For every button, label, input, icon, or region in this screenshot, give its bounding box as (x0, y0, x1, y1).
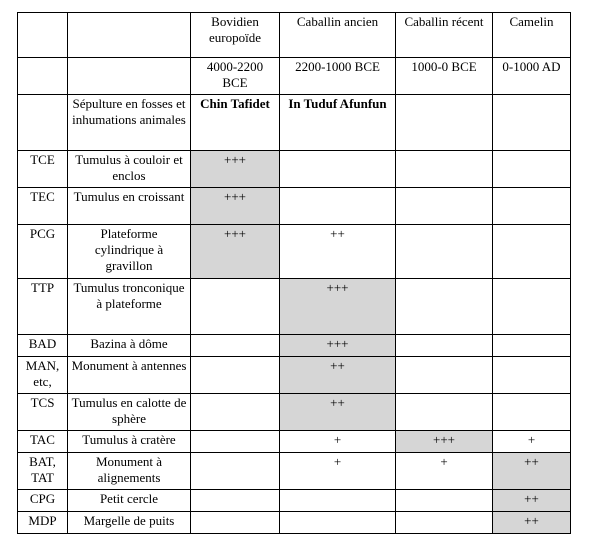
presence-cell (191, 151, 280, 188)
monument-row (18, 431, 571, 453)
presence-cell (280, 279, 396, 335)
presence-mark: ++ (524, 491, 539, 506)
empty-header-cell (68, 58, 191, 95)
presence-cell (493, 335, 571, 357)
presence-mark: +++ (224, 152, 246, 167)
empty-header-cell (68, 13, 191, 58)
presence-cell (396, 394, 493, 431)
presence-cell (191, 512, 280, 534)
burial-site-cell: In Tuduf Afunfun (280, 95, 396, 151)
presence-cell (191, 394, 280, 431)
period-dates-cell: 2200-1000 BCE (280, 58, 396, 95)
period-dates-row (18, 58, 571, 95)
monument-row (18, 357, 571, 394)
presence-cell (493, 357, 571, 394)
empty-corner-cell (18, 58, 68, 95)
presence-cell (280, 431, 396, 453)
presence-mark: ++ (330, 395, 345, 410)
presence-cell (493, 188, 571, 225)
presence-cell (396, 453, 493, 490)
presence-cell (191, 490, 280, 512)
presence-cell (396, 431, 493, 453)
presence-cell (191, 335, 280, 357)
monument-row (18, 453, 571, 490)
monument-code-cell: MAN, etc, (18, 357, 68, 394)
presence-mark: +++ (326, 280, 349, 295)
presence-mark: + (440, 454, 448, 469)
burial-site-cell (493, 95, 571, 151)
monument-type-cell: Tumulus à cratère (68, 431, 191, 453)
monument-code-cell: TEC (18, 188, 68, 225)
monument-code-cell: PCG (18, 225, 68, 279)
presence-cell (396, 357, 493, 394)
monument-code-cell: BAD (18, 335, 68, 357)
monument-row (18, 512, 571, 534)
presence-cell (396, 151, 493, 188)
monument-row (18, 490, 571, 512)
monument-row (18, 335, 571, 357)
presence-cell (191, 188, 280, 225)
presence-cell (191, 357, 280, 394)
monument-code-cell: MDP (18, 512, 68, 534)
period-name-cell: Camelin (493, 13, 571, 58)
presence-cell (493, 512, 571, 534)
presence-cell (493, 279, 571, 335)
monument-code-cell: CPG (18, 490, 68, 512)
burial-site-cell (396, 95, 493, 151)
presence-mark: +++ (433, 432, 455, 447)
presence-cell (493, 151, 571, 188)
presence-cell (493, 490, 571, 512)
monument-row (18, 151, 571, 188)
period-dates-cell: 1000-0 BCE (396, 58, 493, 95)
presence-cell (280, 335, 396, 357)
period-name-cell: Caballin récent (396, 13, 493, 58)
period-dates-cell: 0-1000 AD (493, 58, 571, 95)
monument-row (18, 225, 571, 279)
presence-cell (396, 188, 493, 225)
monument-code-cell: TCE (18, 151, 68, 188)
presence-mark: ++ (330, 358, 345, 373)
presence-cell (396, 279, 493, 335)
empty-code-cell (18, 95, 68, 151)
presence-cell (280, 490, 396, 512)
monument-row (18, 394, 571, 431)
monument-code-cell: BAT, TAT (18, 453, 68, 490)
presence-cell (396, 225, 493, 279)
presence-mark: + (527, 432, 536, 447)
burial-label-cell: Sépulture en fosses et inhumations animales (68, 95, 191, 151)
presence-mark: + (333, 432, 342, 447)
presence-cell (396, 335, 493, 357)
chronology-table (17, 12, 571, 534)
presence-cell (396, 512, 493, 534)
presence-cell (493, 431, 571, 453)
presence-cell (191, 279, 280, 335)
presence-cell (280, 225, 396, 279)
presence-cell (280, 512, 396, 534)
presence-mark: + (333, 454, 342, 469)
presence-mark: ++ (330, 226, 345, 241)
presence-cell (493, 453, 571, 490)
presence-cell (396, 490, 493, 512)
monument-row (18, 188, 571, 225)
presence-cell (191, 225, 280, 279)
monument-type-cell: Tumulus à couloir et enclos (68, 151, 191, 188)
presence-mark: ++ (524, 454, 539, 469)
presence-mark: +++ (224, 189, 246, 204)
monument-type-cell: Petit cercle (68, 490, 191, 512)
period-name-cell: Caballin ancien (280, 13, 396, 58)
period-name-row (18, 13, 571, 58)
monument-type-cell: Bazina à dôme (68, 335, 191, 357)
burial-site-cell: Chin Tafidet (191, 95, 280, 151)
presence-cell (493, 225, 571, 279)
period-name-cell: Bovidien europoïde (191, 13, 280, 58)
monument-code-cell: TTP (18, 279, 68, 335)
period-dates-cell: 4000-2200 BCE (191, 58, 280, 95)
monument-type-cell: Margelle de puits (68, 512, 191, 534)
presence-cell (280, 453, 396, 490)
presence-cell (191, 431, 280, 453)
burial-row (18, 95, 571, 151)
monument-type-cell: Monument à alignements (68, 453, 191, 490)
empty-corner-cell (18, 13, 68, 58)
presence-mark: +++ (224, 226, 246, 241)
presence-cell (280, 151, 396, 188)
monument-type-cell: Monument à antennes (68, 357, 191, 394)
presence-cell (191, 453, 280, 490)
monument-type-cell: Tumulus tronconique à plateforme (68, 279, 191, 335)
presence-cell (280, 188, 396, 225)
presence-cell (280, 357, 396, 394)
presence-cell (493, 394, 571, 431)
presence-mark: +++ (326, 336, 349, 351)
presence-mark: ++ (524, 513, 539, 528)
monument-type-cell: Plateforme cylindrique à gravillon (68, 225, 191, 279)
monument-code-cell: TAC (18, 431, 68, 453)
monument-type-cell: Tumulus en calotte de sphère (68, 394, 191, 431)
monument-code-cell: TCS (18, 394, 68, 431)
monument-type-cell: Tumulus en croissant (68, 188, 191, 225)
presence-cell (280, 394, 396, 431)
monument-row (18, 279, 571, 335)
